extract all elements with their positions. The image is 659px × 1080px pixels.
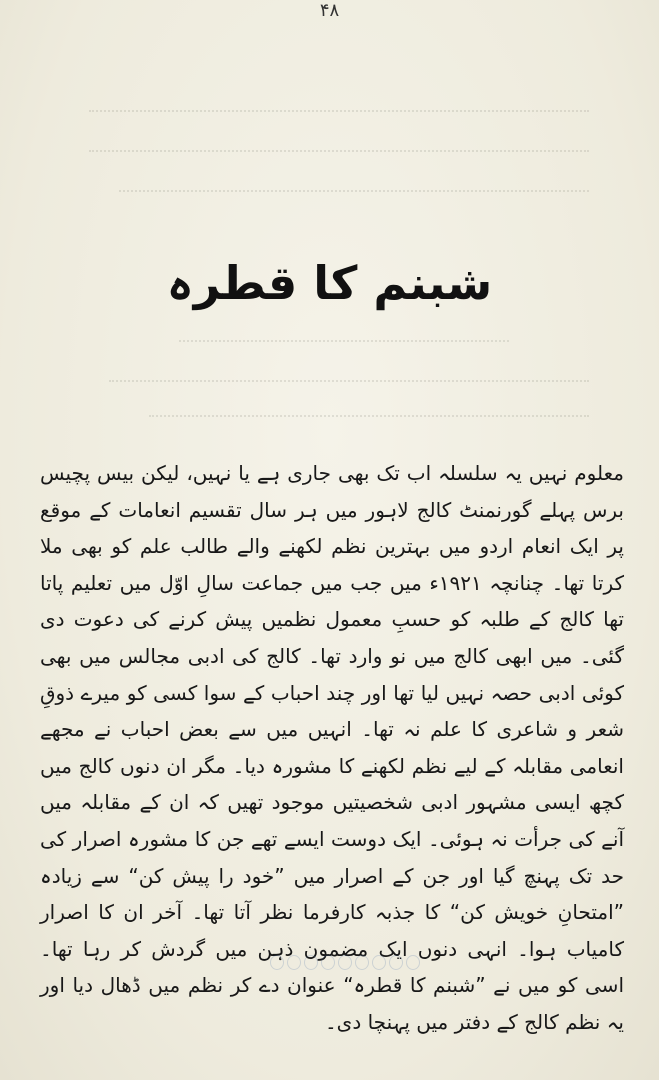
show-through-line (89, 110, 589, 116)
chapter-title: شبنم کا قطرہ (166, 256, 493, 310)
library-stamp-show-through (270, 955, 420, 989)
show-through-line (119, 190, 589, 196)
show-through-line (89, 150, 589, 156)
show-through-line (109, 380, 589, 386)
paragraph: معلوم نہیں یہ سلسلہ اب تک بھی جاری ہے یا نہیں، لیکن بیس پچیس برس پہلے گورنمنٹ کالج لاہور میں ہر سال تقسیم انعامات کے موقع پر ایک انعام اردو میں بہترین نظم لکھنے والے طالب علم کو بھی ملا کرتا تھا۔ چنانچہ ۱۹۲۱ء میں جب میں جماعت سالِ اوّل میں تعلیم پاتا تھا کالج کے طلبہ کو حسبِ معمول نظمیں پیش کرنے کی دعوت دی گئی۔ میں ابھی کالج میں نو وارد تھا۔ کالج کی ادبی مجالس میں بھی کوئی ادبی حصہ نہیں لیا تھا اور چند احباب کے سوا کسی کو میرے ذوقِ شعر و شاعری کا علم نہ تھا۔ انہیں میں سے بعض احباب نے مجھے انعامی مقابلہ کے لیے نظم لکھنے کا مشورہ دیا۔ مگر ان دنوں کالج میں کچھ ایسی مشہور ادبی شخصیتیں موجود تھیں کہ ان کے مقابلہ میں آنے کی جرأت نہ ہوئی۔ ایک دوست ایسے تھے جن کا مشورہ اصرار کی حد تک پہنچ گیا اور جن کے اصرار میں ”خود را پیش کن“ سے زیادہ ”امتحانِ خویش کن“ کا جذبہ کارفرما نظر آتا تھا۔ آخر ان کا اصرار کامیاب ہوا۔ انہی دنوں ایک مضمون ذہن میں گردش کر رہا تھا۔ اسی کو میں نے ”شبنم کا قطرہ“ عنوان دے کر نظم میں ڈھال دیا اور یہ نظم کالج کے دفتر میں پہنچا دی۔ (40, 461, 624, 1034)
body-text (40, 455, 624, 1041)
page-number: ۴۸ (319, 0, 340, 21)
show-through-line (179, 340, 509, 346)
show-through-line (149, 415, 589, 421)
